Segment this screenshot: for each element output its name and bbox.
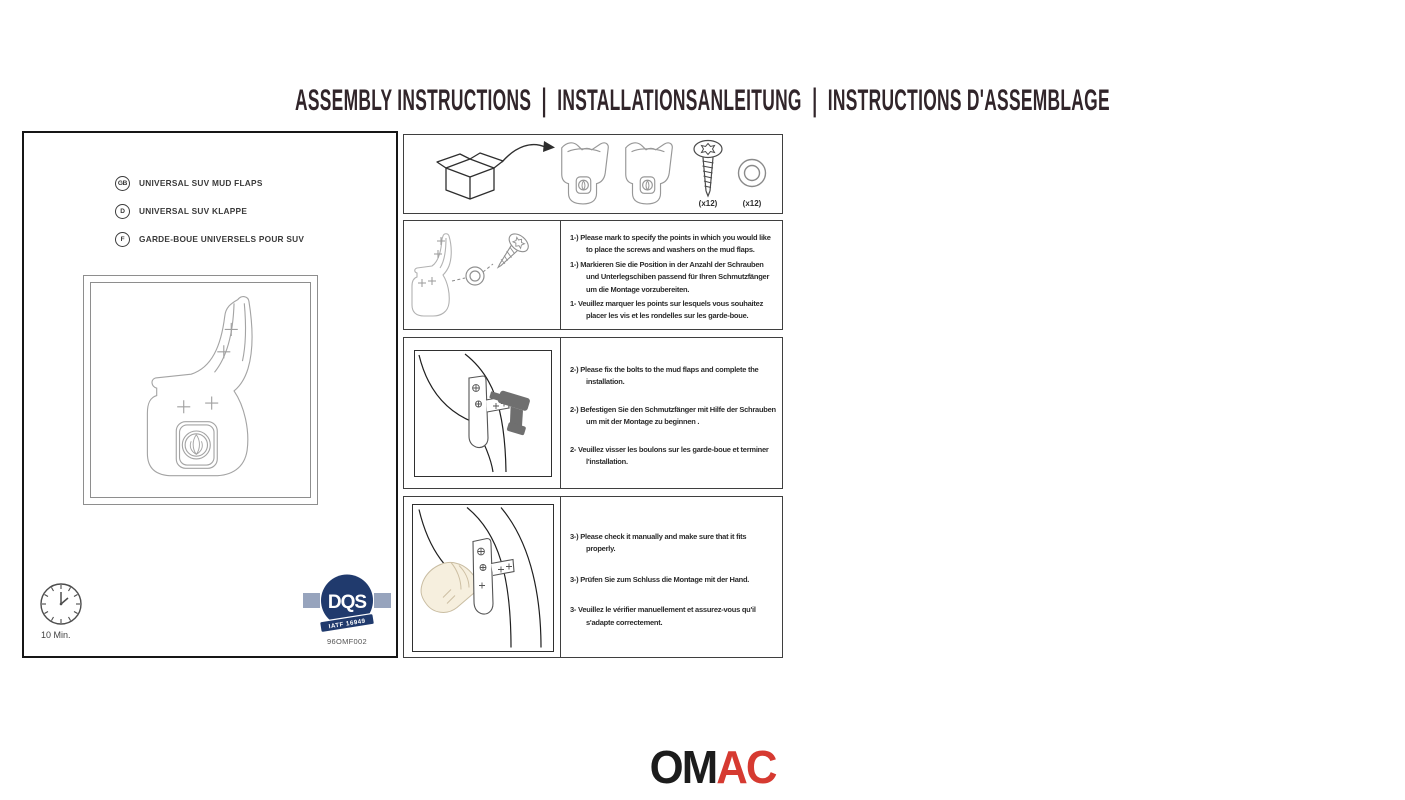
washer-quantity-label: (x12) [742,199,762,208]
part-code: 96OMF002 [327,637,367,646]
screw-icon [690,139,726,199]
washer-icon [466,267,484,285]
language-code-badge: GB [115,176,130,191]
mud-flap-diagram [98,291,303,489]
marking-illustration [407,226,557,326]
language-code-badge: F [115,232,130,247]
washer-icon [736,157,768,189]
product-panel [22,131,398,658]
dqs-certification-logo [303,574,391,636]
package-contents-row [403,134,783,214]
screw-icon [490,230,532,274]
certification-block [303,574,391,646]
omac-logo-red-part: AC [716,741,776,793]
hand-check-illustration [413,505,552,650]
screw-quantity-label: (x12) [698,199,718,208]
step-2-instructions [561,338,782,488]
product-name-list [115,175,304,259]
step-1-instructions [561,221,782,329]
install-time-block [38,581,102,640]
mud-flap-front-icon [554,139,612,207]
box-icon [434,147,504,201]
instruction-step3-de: 3-) Prüfen Sie zum Schluss die Montage mit der Hand. [570,574,750,584]
language-row-d [115,203,304,219]
step-row-1 [403,220,783,330]
iatf-standard-label: IATF 16949 [328,617,367,631]
title-french: INSTRUCTIONS D'ASSEMBLAGE [827,84,1110,117]
marking-points [418,237,445,287]
title-separator: | [812,83,818,118]
mud-flap-front-icon [618,139,676,207]
dqs-letters: DQS [327,592,367,613]
page-title-text [295,84,1110,118]
marking-points [177,323,238,413]
title-separator: | [541,83,547,118]
instruction-step3-fr: 3- Veuillez le vérifier manuellement et assurez-vous qu'il s'adapte correctement. [570,605,756,627]
arrow-icon [500,138,556,166]
instruction-step3-en: 3-) Please check it manually and make sure that it fits properly. [570,532,747,554]
title-english: ASSEMBLY INSTRUCTIONS [295,84,532,117]
title-german: INSTALLATIONSANLEITUNG [557,84,802,117]
product-name-en: UNIVERSAL SUV MUD FLAPS [139,178,263,188]
step-row-2 [403,337,783,489]
drilling-illustration [415,351,550,475]
instruction-step1-en: 1-) Please mark to specify the points in which you would like to place the screws and washers on the mud flaps. [570,233,771,255]
omac-logo-black-part: OM [650,741,717,793]
illustration-frame [414,350,552,477]
step-row-3 [403,496,783,658]
language-code-badge: D [115,204,130,219]
illustration-frame [412,504,554,652]
instruction-step1-de: 1-) Markieren Sie die Position in der Anzahl der Schrauben und Unterlegschiben passend für Ihren Schmutzfänger um die Montage vorzubereiten. [570,259,770,294]
step-2-illustration [404,338,561,488]
instruction-step2-fr: 2- Veuillez visser les boulons sur les garde-boue et terminer l'installation. [570,444,769,467]
mud-flap-diagram-inner-frame [90,282,311,498]
step-1-illustration [404,221,561,329]
instruction-step1-fr: 1- Veuillez marquer les points sur lesquels vous souhaitez placer les vis et les rondelles sur les garde-boue. [570,299,764,321]
language-row-gb [115,175,304,191]
instruction-step2-en: 2-) Please fix the bolts to the mud flaps and complete the installation. [570,365,759,387]
install-time-label: 10 Min. [41,630,71,640]
instruction-step2-de: 2-) Befestigen Sie den Schmutzfänger mit Hilfe der Schrauben um mit der Montage zu beginnen . [570,404,776,427]
step-3-instructions [561,497,782,657]
omac-logo [650,741,776,793]
step-3-illustration [404,497,561,657]
product-name-fr: GARDE-BOUE UNIVERSELS POUR SUV [139,234,305,244]
flap-badge [176,422,217,469]
product-name-de: UNIVERSAL SUV KLAPPE [139,206,248,216]
page-title [0,83,1110,118]
mud-flap-diagram-frame [83,275,318,505]
language-row-f [115,231,304,247]
clock-icon [38,581,84,627]
